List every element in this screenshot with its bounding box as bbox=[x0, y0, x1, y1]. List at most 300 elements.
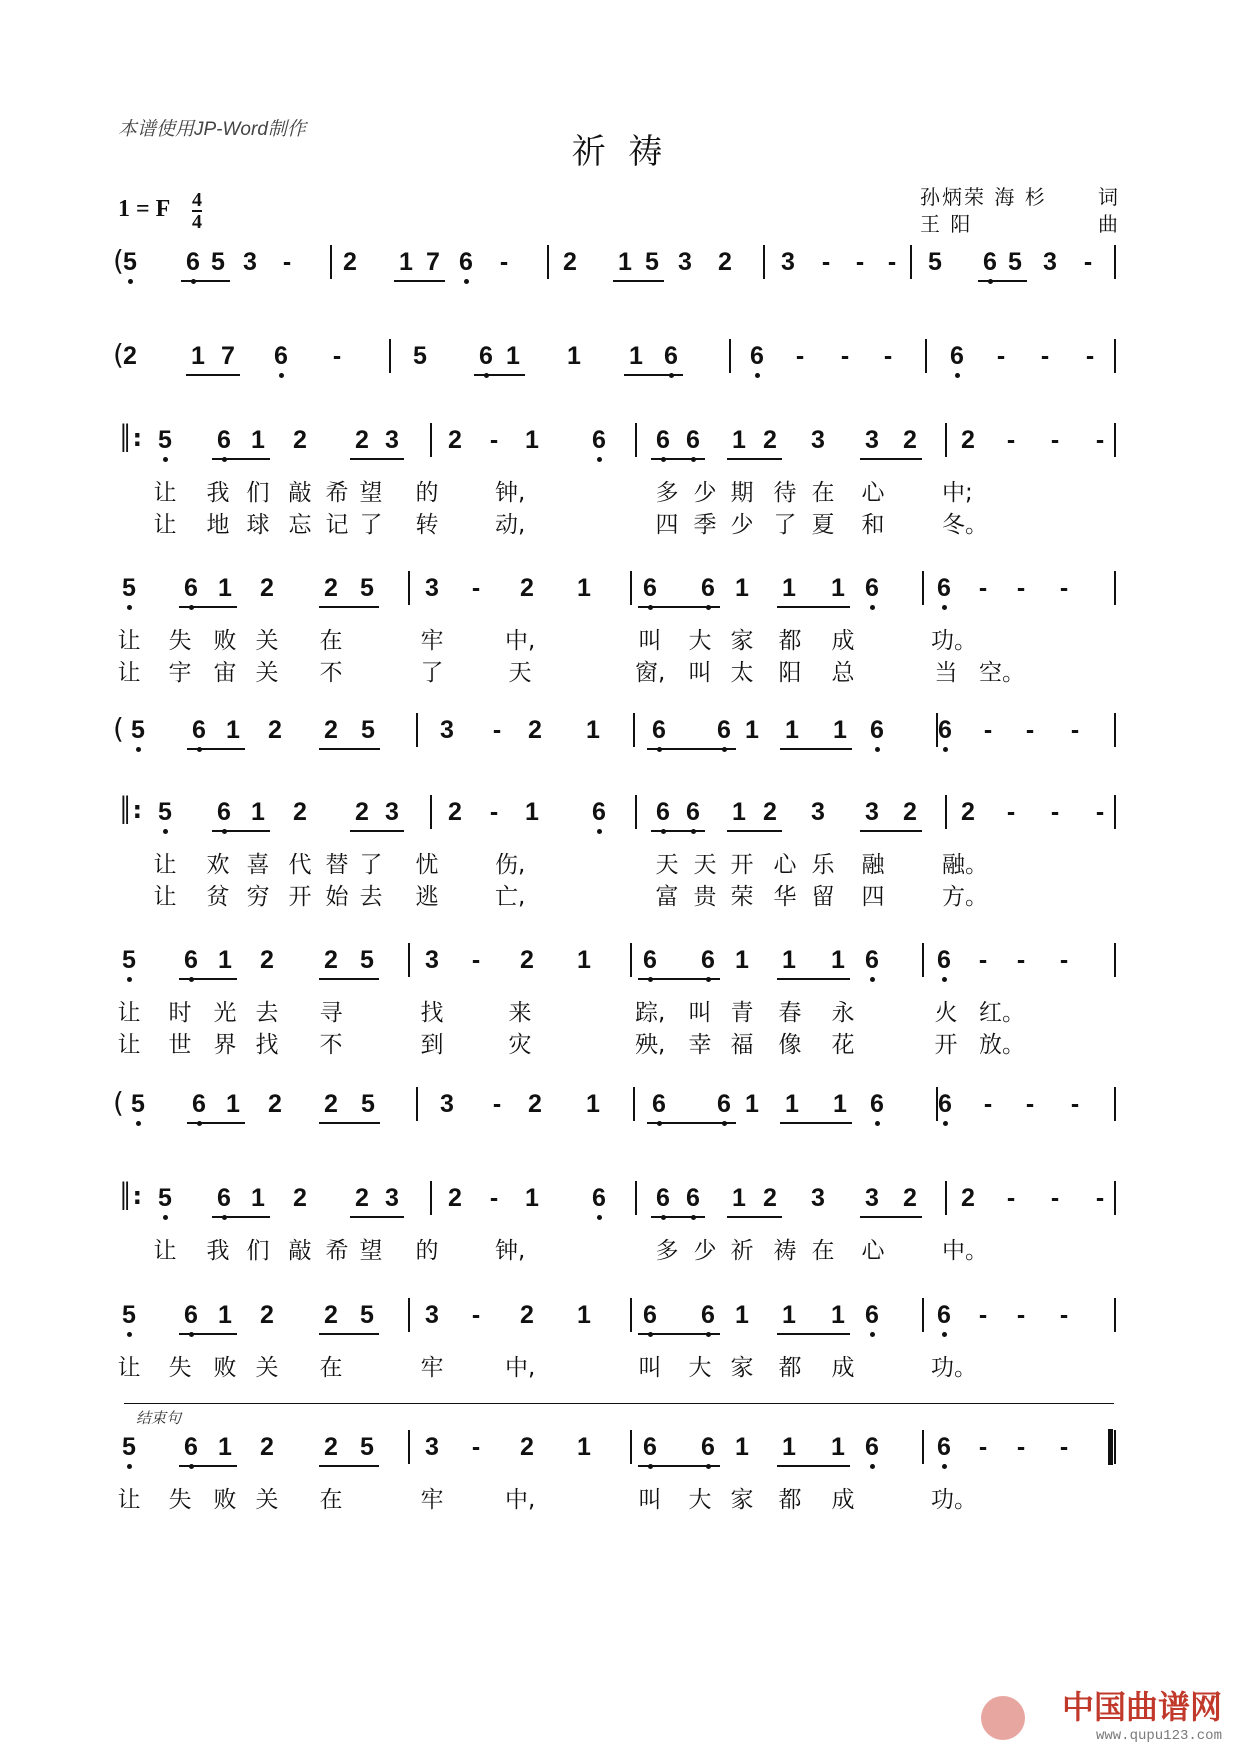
note: 5 bbox=[211, 248, 225, 276]
ending-label: 结束句 bbox=[136, 1409, 182, 1427]
note: - bbox=[1050, 1184, 1060, 1212]
note: 5 bbox=[114, 948, 144, 973]
lyric-char: 去 bbox=[359, 884, 383, 910]
lyric-char: 让 bbox=[153, 512, 177, 538]
lyric-char: 关 bbox=[255, 628, 279, 654]
lyric-char: 都 bbox=[778, 628, 802, 654]
barline bbox=[945, 1181, 947, 1215]
lyric-char: 世 bbox=[168, 1032, 192, 1058]
beam bbox=[179, 1465, 237, 1467]
lyric-char: 在 bbox=[811, 480, 835, 506]
lyric-char: 功。 bbox=[931, 1355, 977, 1381]
note: 5 bbox=[361, 716, 375, 744]
note: 2 bbox=[343, 248, 357, 276]
barline bbox=[936, 1087, 938, 1121]
note: 2 bbox=[520, 1301, 534, 1329]
barline bbox=[936, 713, 938, 747]
note: 5 bbox=[114, 1303, 144, 1328]
beam bbox=[777, 978, 850, 980]
lyric-char: 让 bbox=[117, 1000, 141, 1026]
beam bbox=[186, 374, 240, 376]
note: 1 bbox=[732, 426, 746, 454]
ending-bracket bbox=[124, 1403, 1114, 1404]
lyric-char: 敲 bbox=[288, 480, 312, 506]
barline bbox=[922, 1430, 924, 1464]
lyric-char: 逃 bbox=[415, 884, 439, 910]
note: 1 bbox=[833, 1090, 847, 1118]
composer-names: 王 阳 bbox=[920, 212, 973, 236]
note: 1 bbox=[218, 1433, 232, 1461]
beam bbox=[350, 830, 404, 832]
note: 1 bbox=[785, 1090, 799, 1118]
note: 2 bbox=[961, 1184, 975, 1212]
lyric-char: 牢 bbox=[420, 1487, 444, 1513]
watermark bbox=[1062, 1682, 1222, 1744]
note: - bbox=[489, 798, 499, 826]
lyric-char: 贵 bbox=[693, 884, 717, 910]
barline bbox=[922, 571, 924, 605]
beam bbox=[319, 748, 380, 750]
note: - bbox=[489, 1184, 499, 1212]
lyric-char: 富 bbox=[655, 884, 679, 910]
note: 3 bbox=[865, 1184, 879, 1212]
lyric-char: 希 bbox=[325, 480, 349, 506]
note: 3 bbox=[440, 716, 454, 744]
barline bbox=[633, 713, 635, 747]
note: - bbox=[1006, 426, 1016, 454]
watermark-name: 中国曲谱网 bbox=[1061, 1688, 1222, 1726]
note: 1 bbox=[577, 574, 591, 602]
lyric-char: 留 bbox=[811, 884, 835, 910]
beam bbox=[860, 830, 922, 832]
note: 6 bbox=[178, 250, 208, 275]
note: 5 bbox=[150, 428, 180, 453]
note: 2 bbox=[324, 1090, 338, 1118]
lyric-char: 祷 bbox=[773, 1238, 797, 1264]
lyric-char: 关 bbox=[255, 1355, 279, 1381]
note: 6 bbox=[862, 1092, 892, 1117]
open-paren: ( bbox=[113, 1086, 124, 1119]
lyric-char: 中; bbox=[942, 480, 973, 506]
note: - bbox=[471, 574, 481, 602]
barline-end bbox=[1114, 1181, 1116, 1215]
note: 6 bbox=[584, 1186, 614, 1211]
note: 6 bbox=[930, 718, 960, 743]
lyric-char: 界 bbox=[213, 1032, 237, 1058]
note: 2 bbox=[520, 946, 534, 974]
lyric-char: 失 bbox=[168, 1355, 192, 1381]
lyric-char: 和 bbox=[861, 512, 885, 538]
note: 5 bbox=[114, 1435, 144, 1460]
beam bbox=[187, 1122, 245, 1124]
lyric-char: 都 bbox=[778, 1355, 802, 1381]
time-bottom: 4 bbox=[192, 211, 202, 233]
lyric-char: 心 bbox=[861, 480, 885, 506]
lyric-char: 家 bbox=[730, 1487, 754, 1513]
lyric-char: 在 bbox=[319, 1355, 343, 1381]
note: 6 bbox=[857, 576, 887, 601]
song-title: 祈 祷 bbox=[571, 132, 669, 172]
barline bbox=[408, 571, 410, 605]
lyric-char: 让 bbox=[153, 1238, 177, 1264]
lyric-char: 大 bbox=[688, 1487, 712, 1513]
lyric-char: 太 bbox=[730, 660, 754, 686]
lyric-char: 开 bbox=[288, 884, 312, 910]
note: 1 bbox=[782, 1433, 796, 1461]
note: 1 bbox=[735, 1433, 749, 1461]
lyric-char: 功。 bbox=[931, 1487, 977, 1513]
note: - bbox=[1083, 248, 1093, 276]
note: 6 bbox=[635, 576, 665, 601]
lyric-char: 总 bbox=[831, 660, 855, 686]
note: 1 bbox=[506, 342, 520, 370]
lyric-char: 天 bbox=[655, 852, 679, 878]
lyric-char: 融。 bbox=[942, 852, 988, 878]
note: 2 bbox=[260, 1301, 274, 1329]
note: 6 bbox=[266, 344, 296, 369]
note: - bbox=[1025, 716, 1035, 744]
note: 1 bbox=[577, 1301, 591, 1329]
note: - bbox=[1050, 798, 1060, 826]
lyric-char: 窗, bbox=[635, 660, 666, 686]
note: 1 bbox=[735, 946, 749, 974]
barline-end bbox=[1114, 1087, 1116, 1121]
lyric-char: 天 bbox=[508, 660, 532, 686]
barline bbox=[945, 423, 947, 457]
note: 5 bbox=[115, 250, 145, 275]
note: 5 bbox=[360, 1433, 374, 1461]
barline bbox=[416, 713, 418, 747]
barline bbox=[430, 1181, 432, 1215]
lyric-char: 当 bbox=[934, 660, 958, 686]
note: 6 bbox=[975, 250, 1005, 275]
lyric-char: 让 bbox=[153, 852, 177, 878]
lyric-char: 关 bbox=[255, 1487, 279, 1513]
note: 2 bbox=[260, 946, 274, 974]
lyric-char: 败 bbox=[213, 628, 237, 654]
beam bbox=[474, 374, 525, 376]
barline bbox=[389, 339, 391, 373]
barline bbox=[729, 339, 731, 373]
lyric-char: 贫 bbox=[206, 884, 230, 910]
lyric-char: 伤, bbox=[495, 852, 526, 878]
beam bbox=[777, 1465, 850, 1467]
lyric-char: 让 bbox=[117, 1032, 141, 1058]
note: 2 bbox=[293, 798, 307, 826]
note: 2 bbox=[763, 798, 777, 826]
note: 6 bbox=[471, 344, 501, 369]
lyric-char: 青 bbox=[730, 1000, 754, 1026]
lyric-char: 希 bbox=[325, 1238, 349, 1264]
note: - bbox=[1025, 1090, 1035, 1118]
lyric-char: 火 bbox=[934, 1000, 958, 1026]
final-barline bbox=[1108, 1429, 1113, 1465]
beam bbox=[651, 1216, 705, 1218]
note: 2 bbox=[260, 1433, 274, 1461]
note: 6 bbox=[176, 1435, 206, 1460]
lyricist-credit bbox=[920, 184, 1120, 211]
beam bbox=[727, 830, 782, 832]
note: - bbox=[1095, 426, 1105, 454]
note: - bbox=[978, 574, 988, 602]
note: 1 bbox=[782, 1301, 796, 1329]
watermark-logo-icon bbox=[981, 1696, 1025, 1740]
note: - bbox=[1016, 1433, 1026, 1461]
note: 2 bbox=[903, 1184, 917, 1212]
note: 6 bbox=[635, 948, 665, 973]
note: 5 bbox=[123, 718, 153, 743]
lyric-char: 天 bbox=[693, 852, 717, 878]
lyric-char: 四 bbox=[655, 512, 679, 538]
note: 3 bbox=[243, 248, 257, 276]
note: 3 bbox=[865, 798, 879, 826]
note: 2 bbox=[520, 1433, 534, 1461]
note: 5 bbox=[360, 574, 374, 602]
lyric-char: 荣 bbox=[730, 884, 754, 910]
note: - bbox=[332, 342, 342, 370]
note: 2 bbox=[961, 426, 975, 454]
barline-end bbox=[1114, 713, 1116, 747]
note: 3 bbox=[385, 798, 399, 826]
lyric-char: 让 bbox=[153, 480, 177, 506]
note: 6 bbox=[184, 1092, 214, 1117]
note: 6 bbox=[176, 576, 206, 601]
note: 3 bbox=[678, 248, 692, 276]
lyric-char: 宙 bbox=[213, 660, 237, 686]
barline-end bbox=[1114, 1430, 1116, 1464]
note: 2 bbox=[903, 426, 917, 454]
lyric-char: 了 bbox=[773, 512, 797, 538]
beam bbox=[860, 1216, 922, 1218]
lyric-char: 在 bbox=[811, 1238, 835, 1264]
note: 5 bbox=[1008, 248, 1022, 276]
lyric-char: 心 bbox=[861, 1238, 885, 1264]
lyric-char: 方。 bbox=[942, 884, 988, 910]
note: 6 bbox=[678, 428, 708, 453]
barline bbox=[630, 571, 632, 605]
lyric-char: 动, bbox=[495, 512, 526, 538]
note: 2 bbox=[448, 798, 462, 826]
note: 3 bbox=[385, 426, 399, 454]
note: 1 bbox=[831, 574, 845, 602]
note: 1 bbox=[226, 716, 240, 744]
lyric-char: 乐 bbox=[811, 852, 835, 878]
note: 7 bbox=[221, 342, 235, 370]
note: 1 bbox=[833, 716, 847, 744]
note: - bbox=[1059, 1433, 1069, 1461]
lyric-char: 叫 bbox=[638, 1487, 662, 1513]
note: - bbox=[471, 1301, 481, 1329]
note: 6 bbox=[656, 344, 686, 369]
lyric-char: 欢 bbox=[206, 852, 230, 878]
lyricist-role: 词 bbox=[1098, 185, 1120, 209]
note: 6 bbox=[693, 1303, 723, 1328]
note: 3 bbox=[425, 574, 439, 602]
note: 6 bbox=[209, 1186, 239, 1211]
note: 6 bbox=[929, 1435, 959, 1460]
note: 1 bbox=[251, 1184, 265, 1212]
lyric-char: 了 bbox=[420, 660, 444, 686]
beam bbox=[181, 280, 230, 282]
lyric-char: 功。 bbox=[931, 628, 977, 654]
note: - bbox=[978, 1301, 988, 1329]
note: 6 bbox=[176, 948, 206, 973]
lyric-char: 了 bbox=[359, 852, 383, 878]
lyric-char: 找 bbox=[420, 1000, 444, 1026]
note: 2 bbox=[293, 426, 307, 454]
note: - bbox=[471, 946, 481, 974]
repeat-start: ║: bbox=[118, 796, 143, 824]
note: - bbox=[471, 1433, 481, 1461]
beam bbox=[179, 978, 237, 980]
lyric-char: 的 bbox=[415, 480, 439, 506]
barline bbox=[330, 245, 332, 279]
barline-end bbox=[1114, 795, 1116, 829]
lyric-char: 穷 bbox=[246, 884, 270, 910]
beam bbox=[319, 606, 379, 608]
lyric-char: 望 bbox=[359, 1238, 383, 1264]
note: 3 bbox=[865, 426, 879, 454]
note: - bbox=[1050, 426, 1060, 454]
beam bbox=[179, 606, 237, 608]
beam bbox=[780, 1122, 852, 1124]
lyric-char: 喜 bbox=[246, 852, 270, 878]
beam bbox=[647, 1122, 736, 1124]
note: 1 bbox=[218, 1301, 232, 1329]
note: - bbox=[1085, 342, 1095, 370]
beam bbox=[350, 458, 404, 460]
lyric-char: 中, bbox=[505, 1355, 536, 1381]
lyric-char: 都 bbox=[778, 1487, 802, 1513]
lyric-char: 让 bbox=[117, 1355, 141, 1381]
note: 6 bbox=[693, 948, 723, 973]
barline bbox=[408, 1298, 410, 1332]
note: - bbox=[1016, 1301, 1026, 1329]
beam bbox=[860, 458, 922, 460]
watermark-url: www.qupu123.com bbox=[1095, 1728, 1222, 1744]
lyric-char: 寻 bbox=[319, 1000, 343, 1026]
note: 2 bbox=[268, 1090, 282, 1118]
note: 5 bbox=[360, 1301, 374, 1329]
note: 6 bbox=[209, 800, 239, 825]
lyric-char: 敲 bbox=[288, 1238, 312, 1264]
note: 1 bbox=[525, 1184, 539, 1212]
beam bbox=[651, 458, 705, 460]
repeat-start: ║: bbox=[118, 1182, 143, 1210]
barline bbox=[635, 423, 637, 457]
beam bbox=[647, 748, 736, 750]
barline-end bbox=[1114, 1298, 1116, 1332]
lyric-char: 球 bbox=[246, 512, 270, 538]
note: 1 bbox=[577, 1433, 591, 1461]
note: 2 bbox=[763, 1184, 777, 1212]
beam bbox=[780, 748, 852, 750]
note: 7 bbox=[426, 248, 440, 276]
open-paren: ( bbox=[113, 712, 124, 745]
lyric-char: 时 bbox=[168, 1000, 192, 1026]
note: 6 bbox=[635, 1303, 665, 1328]
barline bbox=[430, 423, 432, 457]
note: 5 bbox=[360, 946, 374, 974]
lyric-char: 不 bbox=[319, 660, 343, 686]
barline bbox=[430, 795, 432, 829]
lyric-char: 们 bbox=[246, 1238, 270, 1264]
lyric-char: 找 bbox=[255, 1032, 279, 1058]
beam bbox=[777, 1333, 850, 1335]
barline-end bbox=[1114, 423, 1116, 457]
lyric-char: 像 bbox=[778, 1032, 802, 1058]
note: - bbox=[795, 342, 805, 370]
note: 1 bbox=[735, 1301, 749, 1329]
barline-end bbox=[1114, 245, 1116, 279]
barline bbox=[763, 245, 765, 279]
lyric-char: 宇 bbox=[168, 660, 192, 686]
note: - bbox=[983, 1090, 993, 1118]
note: 3 bbox=[811, 1184, 825, 1212]
note: 5 bbox=[928, 248, 942, 276]
lyric-char: 转 bbox=[415, 512, 439, 538]
lyric-char: 替 bbox=[325, 852, 349, 878]
lyric-char: 中, bbox=[505, 1487, 536, 1513]
lyric-char: 望 bbox=[359, 480, 383, 506]
lyric-char: 开 bbox=[730, 852, 754, 878]
note: 5 bbox=[150, 1186, 180, 1211]
note: 6 bbox=[184, 718, 214, 743]
lyric-char: 大 bbox=[688, 1355, 712, 1381]
barline bbox=[630, 943, 632, 977]
note: 1 bbox=[586, 716, 600, 744]
note: - bbox=[492, 1090, 502, 1118]
lyric-char: 的 bbox=[415, 1238, 439, 1264]
lyric-char: 们 bbox=[246, 480, 270, 506]
lyric-char: 祈 bbox=[730, 1238, 754, 1264]
beam bbox=[319, 1465, 379, 1467]
note: 1 bbox=[586, 1090, 600, 1118]
note: 1 bbox=[629, 342, 643, 370]
composer-credit bbox=[920, 211, 1120, 238]
note: 2 bbox=[520, 574, 534, 602]
note: 2 bbox=[528, 1090, 542, 1118]
beam bbox=[638, 606, 720, 608]
time-top: 4 bbox=[192, 189, 202, 211]
beam bbox=[613, 280, 664, 282]
note: 1 bbox=[251, 798, 265, 826]
note: 1 bbox=[745, 716, 759, 744]
lyric-char: 败 bbox=[213, 1487, 237, 1513]
lyric-char: 代 bbox=[288, 852, 312, 878]
lyric-char: 空。 bbox=[979, 660, 1025, 686]
beam bbox=[638, 1333, 720, 1335]
beam bbox=[212, 830, 270, 832]
barline bbox=[408, 943, 410, 977]
lyric-char: 牢 bbox=[420, 1355, 444, 1381]
note: 3 bbox=[425, 1301, 439, 1329]
lyric-char: 放。 bbox=[979, 1032, 1025, 1058]
note: 1 bbox=[567, 342, 581, 370]
beam bbox=[727, 458, 782, 460]
beam bbox=[777, 606, 850, 608]
barline bbox=[633, 1087, 635, 1121]
time-signature bbox=[192, 190, 202, 232]
lyric-char: 灾 bbox=[508, 1032, 532, 1058]
lyric-char: 关 bbox=[255, 660, 279, 686]
lyric-char: 开 bbox=[934, 1032, 958, 1058]
lyric-char: 家 bbox=[730, 628, 754, 654]
lyric-char: 幸 bbox=[688, 1032, 712, 1058]
barline bbox=[547, 245, 549, 279]
lyric-char: 在 bbox=[319, 628, 343, 654]
note: 1 bbox=[399, 248, 413, 276]
